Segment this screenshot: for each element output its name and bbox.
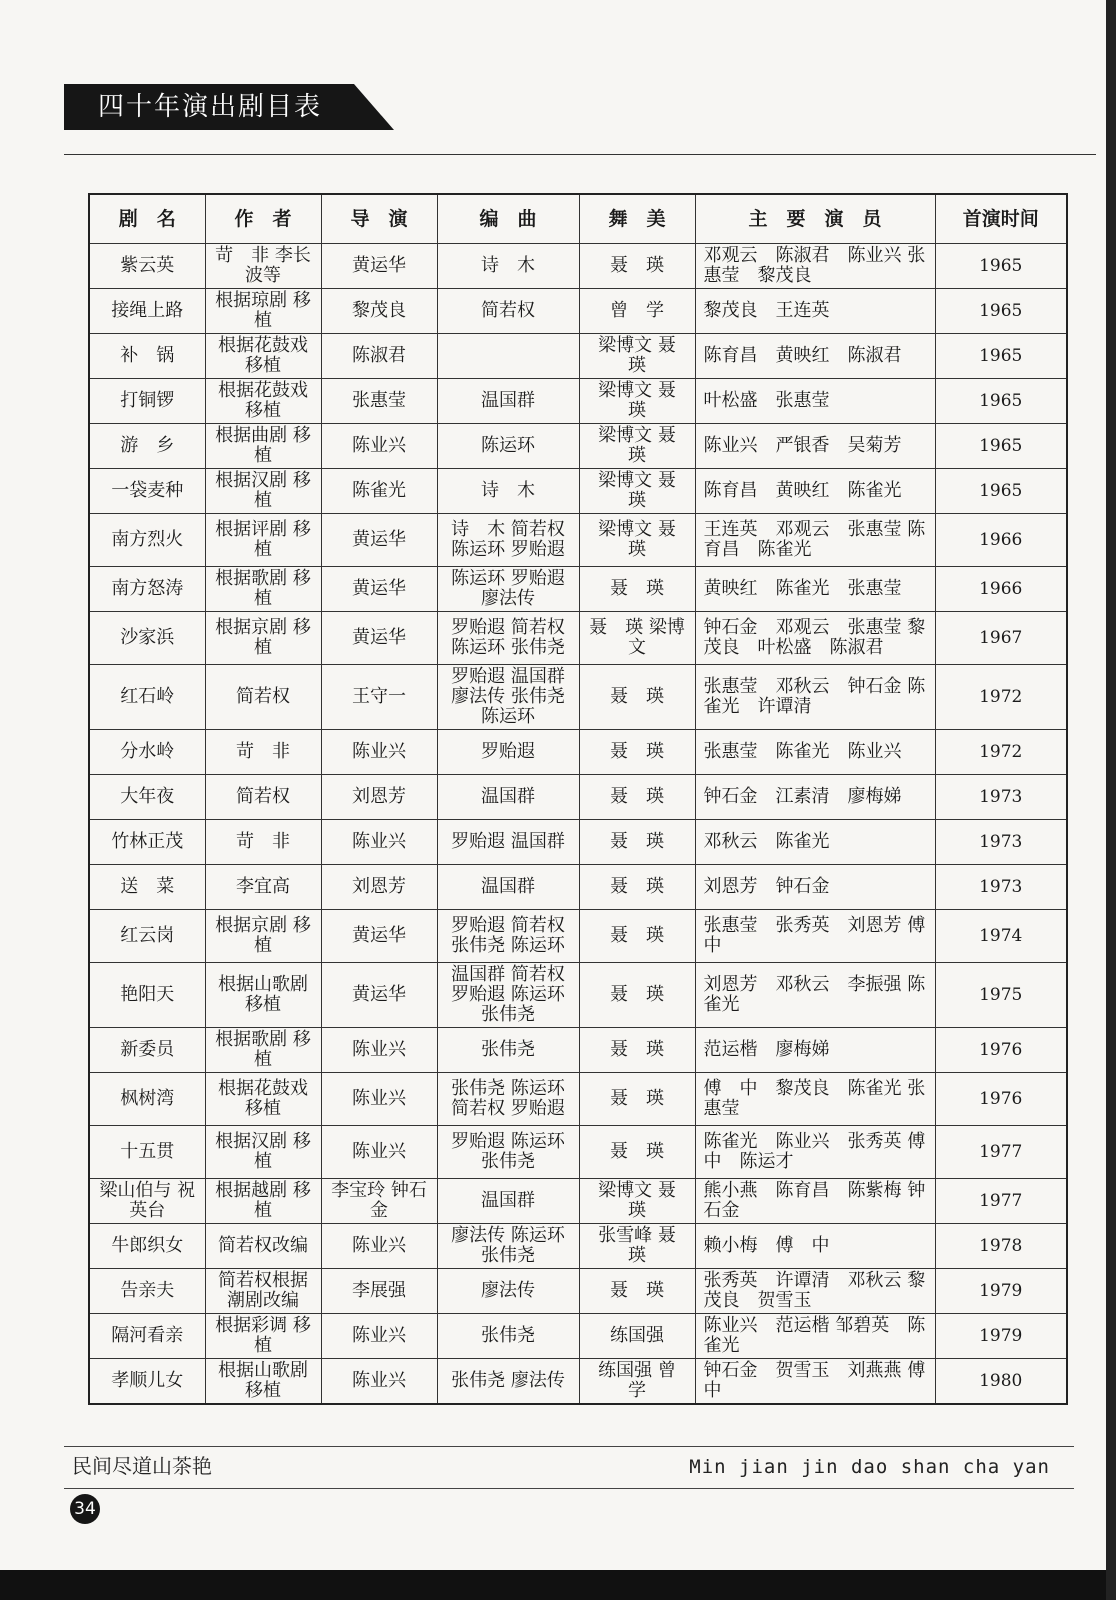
cell-premiere-year: 1965 (935, 424, 1067, 469)
scan-bottom-edge (0, 1570, 1116, 1600)
table-body (89, 244, 1067, 1405)
cell-play-name: 游 乡 (89, 424, 205, 469)
page-title: 四十年演出剧目表 (98, 92, 323, 122)
cell-composer: 罗贻遐 简若权 张伟尧 陈运环 (437, 910, 579, 963)
cell-stage-design: 聂 瑛 (579, 567, 695, 612)
cell-director: 陈业兴 (321, 1073, 437, 1126)
cell-composer: 温国群 (437, 379, 579, 424)
cell-stage-design: 梁博文 聂 瑛 (579, 334, 695, 379)
cell-composer: 温国群 简若权 罗贻遐 陈运环 张伟尧 (437, 963, 579, 1028)
cell-composer: 温国群 (437, 865, 579, 910)
table-row (89, 334, 1067, 379)
cell-play-name: 牛郎织女 (89, 1224, 205, 1269)
repertoire-table-container (88, 193, 1066, 1405)
cell-premiere-year: 1966 (935, 514, 1067, 567)
cell-premiere-year: 1965 (935, 244, 1067, 289)
cell-actors: 赖小梅 傅 中 (695, 1224, 935, 1269)
cell-actors: 陈育昌 黄映红 陈淑君 (695, 334, 935, 379)
column-header-director: 导 演 (321, 194, 437, 244)
cell-actors: 张惠莹 邓秋云 钟石金 陈雀光 许谭清 (695, 665, 935, 730)
cell-author: 根据花鼓戏 移植 (205, 379, 321, 424)
cell-director: 陈业兴 (321, 1359, 437, 1405)
cell-stage-design: 聂 瑛 梁博文 (579, 612, 695, 665)
cell-author: 苛 非 (205, 730, 321, 775)
cell-composer: 罗贻遐 (437, 730, 579, 775)
page-number-badge: 34 (70, 1494, 100, 1524)
cell-author: 根据越剧 移植 (205, 1179, 321, 1224)
cell-play-name: 紫云英 (89, 244, 205, 289)
cell-actors: 邓秋云 陈雀光 (695, 820, 935, 865)
cell-composer (437, 334, 579, 379)
cell-stage-design: 练国强 (579, 1314, 695, 1359)
cell-play-name: 新委员 (89, 1028, 205, 1073)
table-row (89, 665, 1067, 730)
cell-stage-design: 聂 瑛 (579, 963, 695, 1028)
cell-stage-design: 梁博文 聂 瑛 (579, 514, 695, 567)
cell-author: 根据山歌剧 移植 (205, 1359, 321, 1405)
table-row (89, 244, 1067, 289)
cell-premiere-year: 1975 (935, 963, 1067, 1028)
footer-divider-top (64, 1446, 1074, 1447)
footer-title-chinese: 民间尽道山茶艳 (72, 1454, 212, 1478)
cell-director: 黄运华 (321, 612, 437, 665)
column-header-author: 作 者 (205, 194, 321, 244)
cell-play-name: 大年夜 (89, 775, 205, 820)
cell-author: 根据花鼓戏 移植 (205, 1073, 321, 1126)
footer-divider-bottom (64, 1488, 1074, 1489)
cell-composer: 张伟尧 (437, 1314, 579, 1359)
cell-director: 黄运华 (321, 963, 437, 1028)
cell-actors: 刘恩芳 邓秋云 李振强 陈雀光 (695, 963, 935, 1028)
scan-right-edge (1106, 0, 1116, 1600)
cell-premiere-year: 1976 (935, 1028, 1067, 1073)
cell-director: 李宝玲 钟石金 (321, 1179, 437, 1224)
table-row (89, 514, 1067, 567)
cell-actors: 刘恩芳 钟石金 (695, 865, 935, 910)
column-header-composer: 编 曲 (437, 194, 579, 244)
table-row (89, 289, 1067, 334)
cell-stage-design: 聂 瑛 (579, 910, 695, 963)
cell-composer: 张伟尧 陈运环 简若权 罗贻遐 (437, 1073, 579, 1126)
cell-stage-design: 梁博文 聂 瑛 (579, 379, 695, 424)
table-row (89, 379, 1067, 424)
cell-composer: 温国群 (437, 775, 579, 820)
cell-stage-design: 聂 瑛 (579, 730, 695, 775)
table-row (89, 730, 1067, 775)
cell-premiere-year: 1973 (935, 775, 1067, 820)
table-row (89, 1179, 1067, 1224)
table-row (89, 910, 1067, 963)
table-row (89, 1073, 1067, 1126)
cell-director: 黄运华 (321, 514, 437, 567)
cell-director: 陈业兴 (321, 820, 437, 865)
table-row (89, 1314, 1067, 1359)
cell-stage-design: 聂 瑛 (579, 820, 695, 865)
cell-composer: 陈运环 (437, 424, 579, 469)
cell-stage-design: 聂 瑛 (579, 244, 695, 289)
cell-director: 刘恩芳 (321, 775, 437, 820)
cell-play-name: 红石岭 (89, 665, 205, 730)
cell-premiere-year: 1977 (935, 1126, 1067, 1179)
cell-stage-design: 聂 瑛 (579, 1269, 695, 1314)
cell-composer: 陈运环 罗贻遐 廖法传 (437, 567, 579, 612)
cell-premiere-year: 1979 (935, 1314, 1067, 1359)
cell-premiere-year: 1976 (935, 1073, 1067, 1126)
cell-actors: 陈业兴 范运楷 邹碧英 陈雀光 (695, 1314, 935, 1359)
cell-stage-design: 练国强 曾 学 (579, 1359, 695, 1405)
cell-director: 黎茂良 (321, 289, 437, 334)
cell-play-name: 一袋麦种 (89, 469, 205, 514)
cell-premiere-year: 1965 (935, 334, 1067, 379)
cell-composer: 诗 木 (437, 469, 579, 514)
cell-author: 苛 非 李长波等 (205, 244, 321, 289)
cell-stage-design: 曾 学 (579, 289, 695, 334)
cell-actors: 叶松盛 张惠莹 (695, 379, 935, 424)
cell-play-name: 送 菜 (89, 865, 205, 910)
cell-director: 黄运华 (321, 244, 437, 289)
table-row (89, 424, 1067, 469)
cell-premiere-year: 1972 (935, 730, 1067, 775)
cell-director: 李展强 (321, 1269, 437, 1314)
cell-play-name: 隔河看亲 (89, 1314, 205, 1359)
cell-actors: 范运楷 廖梅娣 (695, 1028, 935, 1073)
cell-actors: 张秀英 许谭清 邓秋云 黎茂良 贺雪玉 (695, 1269, 935, 1314)
cell-author: 简若权 (205, 665, 321, 730)
cell-director: 刘恩芳 (321, 865, 437, 910)
cell-author: 根据歌剧 移植 (205, 567, 321, 612)
cell-author: 简若权根据 潮剧改编 (205, 1269, 321, 1314)
cell-premiere-year: 1980 (935, 1359, 1067, 1405)
cell-actors: 陈雀光 陈业兴 张秀英 傅 中 陈运才 (695, 1126, 935, 1179)
cell-play-name: 梁山伯与 祝英台 (89, 1179, 205, 1224)
table-row (89, 469, 1067, 514)
cell-premiere-year: 1965 (935, 469, 1067, 514)
cell-director: 陈业兴 (321, 730, 437, 775)
cell-premiere-year: 1977 (935, 1179, 1067, 1224)
cell-actors: 陈育昌 黄映红 陈雀光 (695, 469, 935, 514)
cell-director: 陈业兴 (321, 424, 437, 469)
cell-premiere-year: 1965 (935, 289, 1067, 334)
cell-author: 简若权改编 (205, 1224, 321, 1269)
cell-author: 根据琼剧 移植 (205, 289, 321, 334)
cell-play-name: 竹林正茂 (89, 820, 205, 865)
cell-author: 根据汉剧 移植 (205, 1126, 321, 1179)
cell-play-name: 十五贯 (89, 1126, 205, 1179)
cell-composer: 诗 木 (437, 244, 579, 289)
cell-composer: 罗贻遐 温国群 (437, 820, 579, 865)
table-row (89, 1028, 1067, 1073)
cell-author: 根据山歌剧 移植 (205, 963, 321, 1028)
cell-author: 根据京剧 移植 (205, 612, 321, 665)
cell-play-name: 艳阳天 (89, 963, 205, 1028)
cell-play-name: 南方怒涛 (89, 567, 205, 612)
repertoire-table (88, 193, 1068, 1405)
cell-author: 根据评剧 移植 (205, 514, 321, 567)
cell-stage-design: 梁博文 聂 瑛 (579, 469, 695, 514)
cell-play-name: 南方烈火 (89, 514, 205, 567)
cell-stage-design: 聂 瑛 (579, 1028, 695, 1073)
cell-premiere-year: 1973 (935, 865, 1067, 910)
cell-director: 陈业兴 (321, 1314, 437, 1359)
cell-stage-design: 聂 瑛 (579, 865, 695, 910)
table-row (89, 612, 1067, 665)
column-header-stage-design: 舞 美 (579, 194, 695, 244)
cell-stage-design: 张雪峰 聂 瑛 (579, 1224, 695, 1269)
cell-play-name: 补 锅 (89, 334, 205, 379)
cell-composer: 廖法传 (437, 1269, 579, 1314)
cell-stage-design: 聂 瑛 (579, 1126, 695, 1179)
cell-author: 根据京剧 移植 (205, 910, 321, 963)
cell-actors: 钟石金 贺雪玉 刘燕燕 傅 中 (695, 1359, 935, 1405)
cell-premiere-year: 1967 (935, 612, 1067, 665)
cell-author: 根据汉剧 移植 (205, 469, 321, 514)
cell-premiere-year: 1978 (935, 1224, 1067, 1269)
cell-premiere-year: 1966 (935, 567, 1067, 612)
cell-director: 王守一 (321, 665, 437, 730)
cell-author: 根据歌剧 移植 (205, 1028, 321, 1073)
cell-director: 陈淑君 (321, 334, 437, 379)
column-header-premiere-year: 首演时间 (935, 194, 1067, 244)
cell-actors: 张惠莹 陈雀光 陈业兴 (695, 730, 935, 775)
cell-director: 陈业兴 (321, 1126, 437, 1179)
cell-actors: 钟石金 江素清 廖梅娣 (695, 775, 935, 820)
cell-author: 苛 非 (205, 820, 321, 865)
cell-actors: 熊小燕 陈育昌 陈紫梅 钟石金 (695, 1179, 935, 1224)
table-row (89, 1126, 1067, 1179)
cell-premiere-year: 1979 (935, 1269, 1067, 1314)
table-row (89, 1359, 1067, 1405)
cell-actors: 黄映红 陈雀光 张惠莹 (695, 567, 935, 612)
cell-actors: 邓观云 陈淑君 陈业兴 张惠莹 黎茂良 (695, 244, 935, 289)
cell-composer: 廖法传 陈运环 张伟尧 (437, 1224, 579, 1269)
table-row (89, 865, 1067, 910)
cell-director: 黄运华 (321, 567, 437, 612)
cell-play-name: 孝顺儿女 (89, 1359, 205, 1405)
cell-play-name: 分水岭 (89, 730, 205, 775)
cell-actors: 钟石金 邓观云 张惠莹 黎茂良 叶松盛 陈淑君 (695, 612, 935, 665)
cell-director: 陈业兴 (321, 1028, 437, 1073)
cell-actors: 陈业兴 严银香 吴菊芳 (695, 424, 935, 469)
cell-premiere-year: 1974 (935, 910, 1067, 963)
cell-play-name: 红云岗 (89, 910, 205, 963)
column-header-name: 剧 名 (89, 194, 205, 244)
cell-premiere-year: 1965 (935, 379, 1067, 424)
cell-director: 黄运华 (321, 910, 437, 963)
cell-actors: 黎茂良 王连英 (695, 289, 935, 334)
cell-play-name: 告亲夫 (89, 1269, 205, 1314)
cell-play-name: 接绳上路 (89, 289, 205, 334)
cell-composer: 简若权 (437, 289, 579, 334)
cell-composer: 张伟尧 廖法传 (437, 1359, 579, 1405)
cell-composer: 诗 木 简若权 陈运环 罗贻遐 (437, 514, 579, 567)
cell-composer: 罗贻遐 陈运环 张伟尧 (437, 1126, 579, 1179)
cell-author: 根据彩调 移植 (205, 1314, 321, 1359)
table-row (89, 567, 1067, 612)
cell-premiere-year: 1973 (935, 820, 1067, 865)
table-header-row (89, 194, 1067, 244)
cell-director: 陈业兴 (321, 1224, 437, 1269)
cell-composer: 罗贻遐 温国群 廖法传 张伟尧 陈运环 (437, 665, 579, 730)
cell-composer: 罗贻遐 简若权 陈运环 张伟尧 (437, 612, 579, 665)
cell-author: 根据花鼓戏 移植 (205, 334, 321, 379)
cell-play-name: 沙家浜 (89, 612, 205, 665)
cell-director: 陈雀光 (321, 469, 437, 514)
cell-stage-design: 梁博文 聂 瑛 (579, 1179, 695, 1224)
table-row (89, 775, 1067, 820)
cell-director: 张惠莹 (321, 379, 437, 424)
cell-composer: 张伟尧 (437, 1028, 579, 1073)
table-row (89, 963, 1067, 1028)
table-row (89, 1224, 1067, 1269)
header-divider (64, 154, 1096, 155)
cell-stage-design: 聂 瑛 (579, 775, 695, 820)
cell-stage-design: 聂 瑛 (579, 665, 695, 730)
cell-play-name: 枫树湾 (89, 1073, 205, 1126)
footer-title-pinyin: Min jian jin dao shan cha yan (689, 1456, 1050, 1478)
cell-actors: 王连英 邓观云 张惠莹 陈育昌 陈雀光 (695, 514, 935, 567)
cell-stage-design: 聂 瑛 (579, 1073, 695, 1126)
cell-premiere-year: 1972 (935, 665, 1067, 730)
table-row (89, 1269, 1067, 1314)
cell-play-name: 打铜锣 (89, 379, 205, 424)
cell-actors: 傅 中 黎茂良 陈雀光 张惠莹 (695, 1073, 935, 1126)
table-row (89, 820, 1067, 865)
cell-composer: 温国群 (437, 1179, 579, 1224)
cell-stage-design: 梁博文 聂 瑛 (579, 424, 695, 469)
cell-author: 李宜高 (205, 865, 321, 910)
cell-author: 根据曲剧 移植 (205, 424, 321, 469)
column-header-actors: 主 要 演 员 (695, 194, 935, 244)
cell-author: 简若权 (205, 775, 321, 820)
cell-actors: 张惠莹 张秀英 刘恩芳 傅 中 (695, 910, 935, 963)
